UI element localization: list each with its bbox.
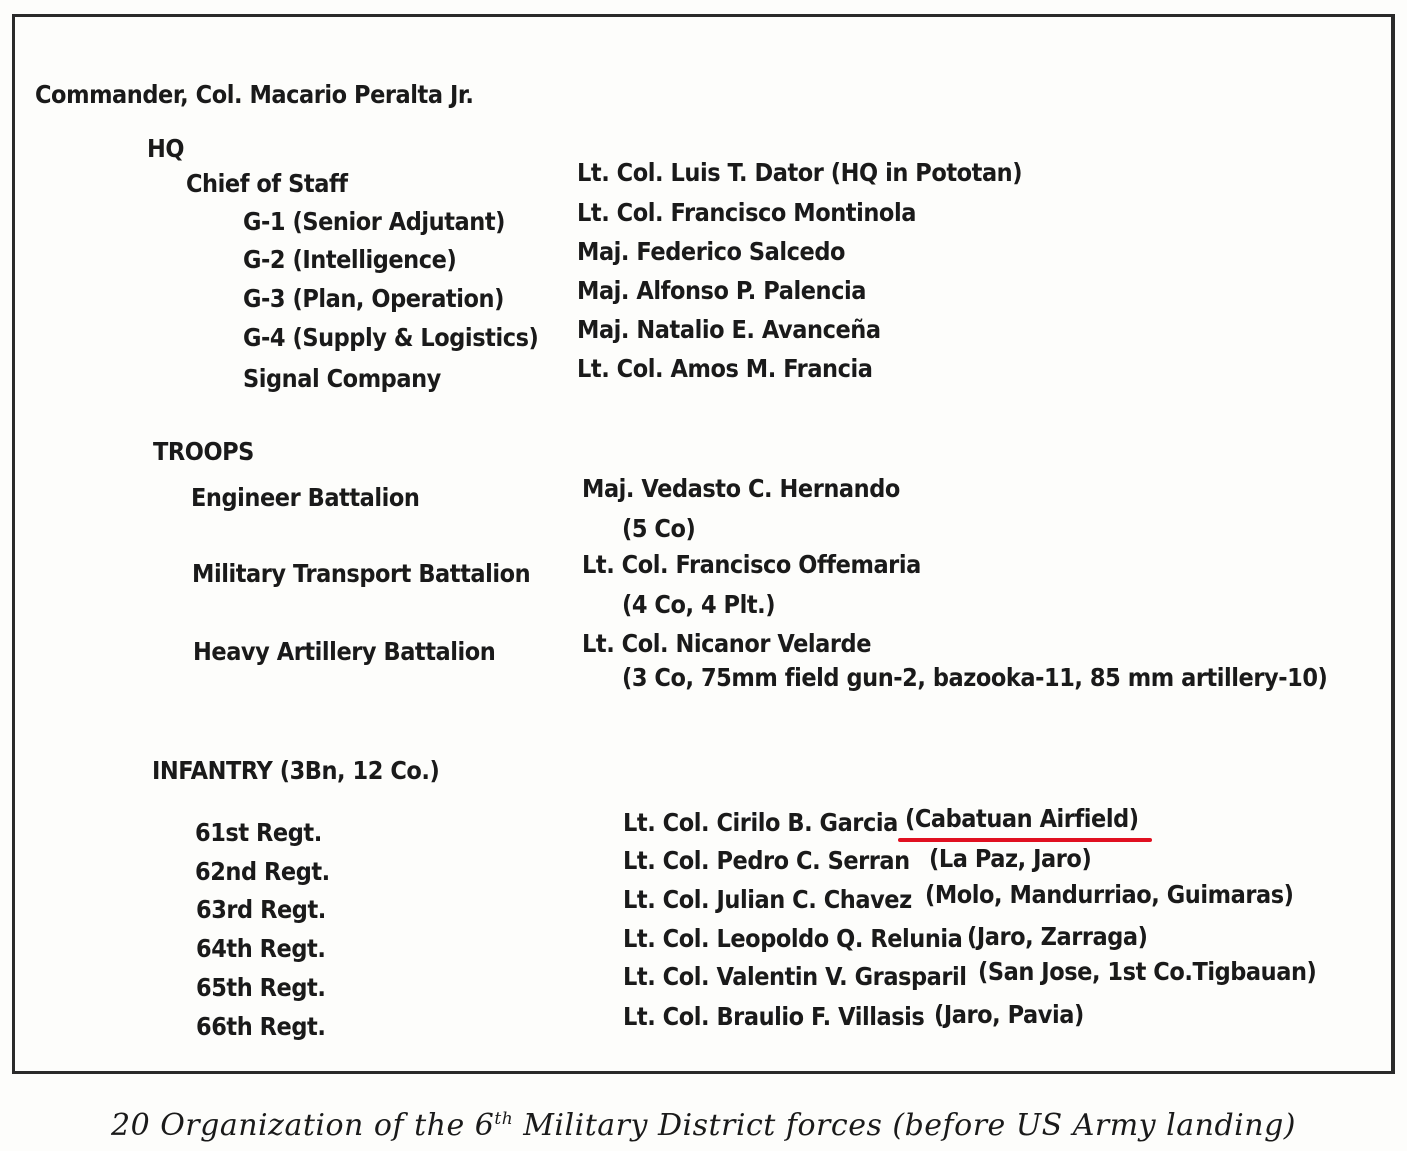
troops-label: Engineer Battalion bbox=[191, 483, 420, 512]
hq-value: Maj. Alfonso P. Palencia bbox=[577, 276, 866, 305]
infantry-label: 64th Regt. bbox=[196, 934, 326, 963]
hq-heading: HQ bbox=[147, 134, 185, 163]
troops-value: Lt. Col. Francisco Offemaria bbox=[582, 550, 921, 579]
troops-value: Lt. Col. Nicanor Velarde bbox=[582, 629, 872, 658]
infantry-label: 61st Regt. bbox=[195, 818, 322, 847]
infantry-label: 62nd Regt. bbox=[195, 857, 330, 886]
hq-label: Signal Company bbox=[243, 364, 441, 393]
infantry-value: Lt. Col. Julian C. Chavez bbox=[623, 885, 912, 914]
infantry-heading: INFANTRY (3Bn, 12 Co.) bbox=[152, 756, 440, 785]
hq-value: Lt. Col. Amos M. Francia bbox=[577, 354, 873, 383]
infantry-value: Lt. Col. Leopoldo Q. Relunia bbox=[623, 924, 963, 953]
infantry-value: Lt. Col. Pedro C. Serran bbox=[623, 846, 910, 875]
infantry-location: (La Paz, Jaro) bbox=[929, 844, 1092, 873]
infantry-label: 66th Regt. bbox=[196, 1012, 326, 1041]
figure-caption bbox=[0, 1108, 1407, 1143]
hq-label: G-2 (Intelligence) bbox=[243, 245, 457, 274]
troops-value: Maj. Vedasto C. Hernando bbox=[582, 474, 900, 503]
infantry-location: (Jaro, Zarraga) bbox=[967, 922, 1148, 951]
hq-label: G-1 (Senior Adjutant) bbox=[243, 207, 505, 236]
infantry-location: (Molo, Mandurriao, Guimaras) bbox=[925, 880, 1294, 909]
hq-value: Lt. Col. Francisco Montinola bbox=[577, 198, 916, 227]
hq-value: Lt. Col. Luis T. Dator (HQ in Pototan) bbox=[577, 158, 1023, 187]
troops-detail: (3 Co, 75mm field gun-2, bazooka-11, 85 mm artillery-10) bbox=[622, 663, 1328, 692]
infantry-location-highlighted: (Cabatuan Airfield) bbox=[905, 804, 1139, 833]
troops-heading: TROOPS bbox=[153, 437, 254, 466]
infantry-location: (San Jose, 1st Co.Tigbauan) bbox=[978, 957, 1317, 986]
infantry-value: Lt. Col. Cirilo B. Garcia bbox=[623, 808, 898, 837]
infantry-label: 63rd Regt. bbox=[196, 895, 326, 924]
infantry-location: (Jaro, Pavia) bbox=[934, 1000, 1084, 1029]
troops-label: Heavy Artillery Battalion bbox=[193, 637, 496, 666]
caption-prefix: 20 Organization of the 6 bbox=[111, 1108, 495, 1143]
infantry-value: Lt. Col. Braulio F. Villasis bbox=[623, 1002, 925, 1031]
hq-value: Maj. Natalio E. Avanceña bbox=[577, 315, 881, 344]
hq-label: G-4 (Supply & Logistics) bbox=[243, 323, 539, 352]
caption-suffix: Military District forces (before US Army landing) bbox=[513, 1108, 1296, 1143]
hq-value: Maj. Federico Salcedo bbox=[577, 237, 846, 266]
hq-label: G-3 (Plan, Operation) bbox=[243, 284, 504, 313]
infantry-value: Lt. Col. Valentin V. Grasparil bbox=[623, 962, 967, 991]
infantry-label: 65th Regt. bbox=[196, 973, 326, 1002]
red-underline bbox=[898, 838, 1152, 842]
caption-superscript: th bbox=[494, 1109, 514, 1129]
commander-line: Commander, Col. Macario Peralta Jr. bbox=[35, 80, 474, 109]
hq-label: Chief of Staff bbox=[186, 169, 348, 198]
troops-detail: (4 Co, 4 Plt.) bbox=[622, 590, 776, 619]
troops-label: Military Transport Battalion bbox=[192, 559, 531, 588]
troops-detail: (5 Co) bbox=[622, 514, 696, 543]
